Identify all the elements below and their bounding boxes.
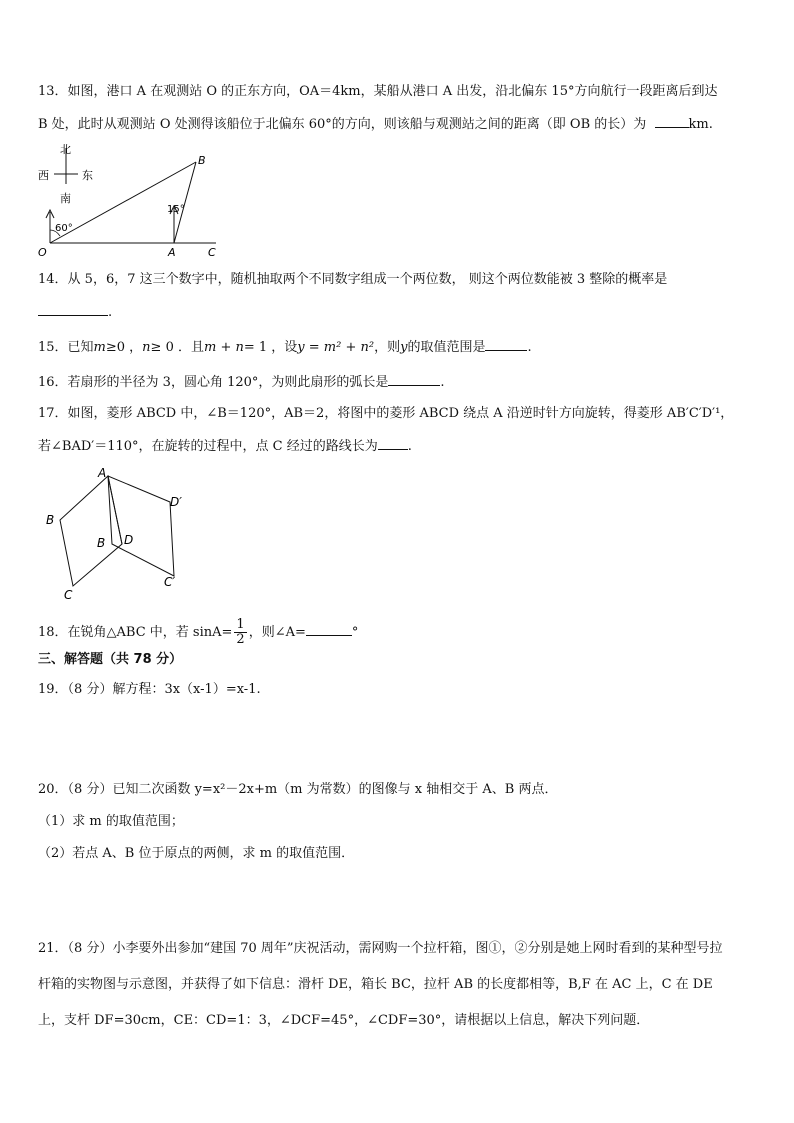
q13-unit: km. xyxy=(688,117,713,132)
label-b: B xyxy=(46,513,55,527)
q15-k: 的取值范围是 xyxy=(407,340,486,355)
compass-west: 西 xyxy=(38,169,49,182)
q20-sub2: （2）若点 A、B 位于原点的两侧，求 m 的取值范围． xyxy=(38,846,355,861)
q14-answer-blank[interactable] xyxy=(38,303,108,316)
angle-60-label: 60° xyxy=(55,223,73,234)
q15-end: . xyxy=(527,340,532,355)
compass-east: 东 xyxy=(82,169,93,182)
q18-num: 1 xyxy=(236,617,245,632)
q17-text: 若∠BAD′＝110°，在旋转的过程中，点 C 经过的路线长为 xyxy=(38,439,378,454)
q18-end: ° xyxy=(351,625,359,640)
q18-den: 2 xyxy=(236,632,245,647)
q17-end: . xyxy=(407,439,412,454)
q16-line xyxy=(38,373,445,392)
figure-17 xyxy=(40,464,200,604)
q15-b: m xyxy=(93,340,106,355)
label-a: A xyxy=(168,246,176,259)
q14-line2 xyxy=(38,303,112,322)
label-o: O xyxy=(38,246,47,259)
q15-h: y = m² + n² xyxy=(297,340,375,355)
compass-north: 北 xyxy=(60,143,71,156)
q14-line1: 14．从 5，6，7 这三个数字中，随机抽取两个不同数字组成一个两位数， 则这个两位数能被 3 整除的概率是 xyxy=(38,272,668,287)
q15-a: 15．已知 xyxy=(38,340,94,355)
q21-line2: 杆箱的实物图与示意图，并获得了如下信息：滑杆 DE，箱长 BC，拉杆 AB 的长度都相等，B,F 在 AC 上，C 在 DE xyxy=(38,977,713,992)
label-b: B xyxy=(198,154,206,167)
q21-line3: 上，支杆 DF=30cm，CE：CD=1：3，∠DCF=45°，∠CDF=30°，请根据以上信息，解决下列问题． xyxy=(38,1013,650,1028)
angle-15-label: 15° xyxy=(167,204,185,215)
q17-answer-blank[interactable] xyxy=(378,437,408,450)
rhombus-abcd xyxy=(60,476,122,586)
q18-fraction xyxy=(234,618,246,647)
q15-j: y xyxy=(400,340,408,355)
q17-line2 xyxy=(38,437,412,456)
q21-line1: 21．（8 分）小李要外出参加“建国 70 周年”庆祝活动，需网购一个拉杆箱，图①，②分别是她上网时看到的某种型号拉 xyxy=(38,941,723,956)
segment-ab xyxy=(174,162,196,243)
q16-text: 16．若扇形的半径为 3，圆心角 120°，为则此扇形的弧长是 xyxy=(38,375,389,390)
label-b-prime: B xyxy=(97,536,106,550)
q15-e: ≥ 0 ．且 xyxy=(150,340,204,355)
q20-line1: 20．（8 分）已知二次函数 y=x²－2x+m（m 为常数）的图像与 x 轴相交于 A、B 两点． xyxy=(38,782,558,797)
q13-answer-blank[interactable] xyxy=(655,115,689,128)
q19-line: 19．（8 分）解方程：3x（x-1）=x-1. xyxy=(38,682,261,697)
q15-answer-blank[interactable] xyxy=(485,338,527,351)
q15-g: = 1 ，设 xyxy=(243,340,298,355)
q15-f: m + n xyxy=(203,340,244,355)
q18-b: ，则∠A= xyxy=(248,625,306,640)
label-d-prime: D′ xyxy=(170,495,182,509)
q13-text: B 处，此时从观测站 O 处测得该船位于北偏东 60°的方向，则该船与观测站之间的距离（即 OB 的长）为 xyxy=(38,117,647,132)
q15-line xyxy=(38,338,532,357)
q18-answer-blank[interactable] xyxy=(306,623,352,636)
compass-south: 南 xyxy=(60,192,71,205)
q15-d: n xyxy=(142,340,151,355)
q15-c: ≥0 ， xyxy=(105,340,143,355)
label-c: C xyxy=(64,588,73,602)
q15-i: ，则 xyxy=(374,340,401,355)
label-c: C xyxy=(208,246,216,259)
q18-a: 18．在锐角△ABC 中，若 sinA= xyxy=(38,625,233,640)
q18-line xyxy=(38,615,358,651)
q13-line1: 13．如图，港口 A 在观测站 O 的正东方向，OA＝4km，某船从港口 A 出发，沿北偏东 15°方向航行一段距离后到达 xyxy=(38,84,718,99)
figure-13 xyxy=(30,140,230,260)
q16-answer-blank[interactable] xyxy=(388,373,440,386)
q14-end: . xyxy=(108,305,113,320)
q17-line1: 17．如图，菱形 ABCD 中，∠B＝120°，AB＝2，将图中的菱形 ABCD 绕点 A 沿逆时针方向旋转，得菱形 AB′C′D′¹， xyxy=(38,406,734,421)
label-d: D xyxy=(124,533,134,547)
label-a: A xyxy=(98,466,107,480)
label-c-prime: C′ xyxy=(164,575,176,589)
q13-line2 xyxy=(38,115,713,134)
section-heading: 三、解答题（共 78 分） xyxy=(38,652,183,667)
q16-end: . xyxy=(440,375,445,390)
q20-sub1: （1）求 m 的取值范围； xyxy=(38,814,184,829)
